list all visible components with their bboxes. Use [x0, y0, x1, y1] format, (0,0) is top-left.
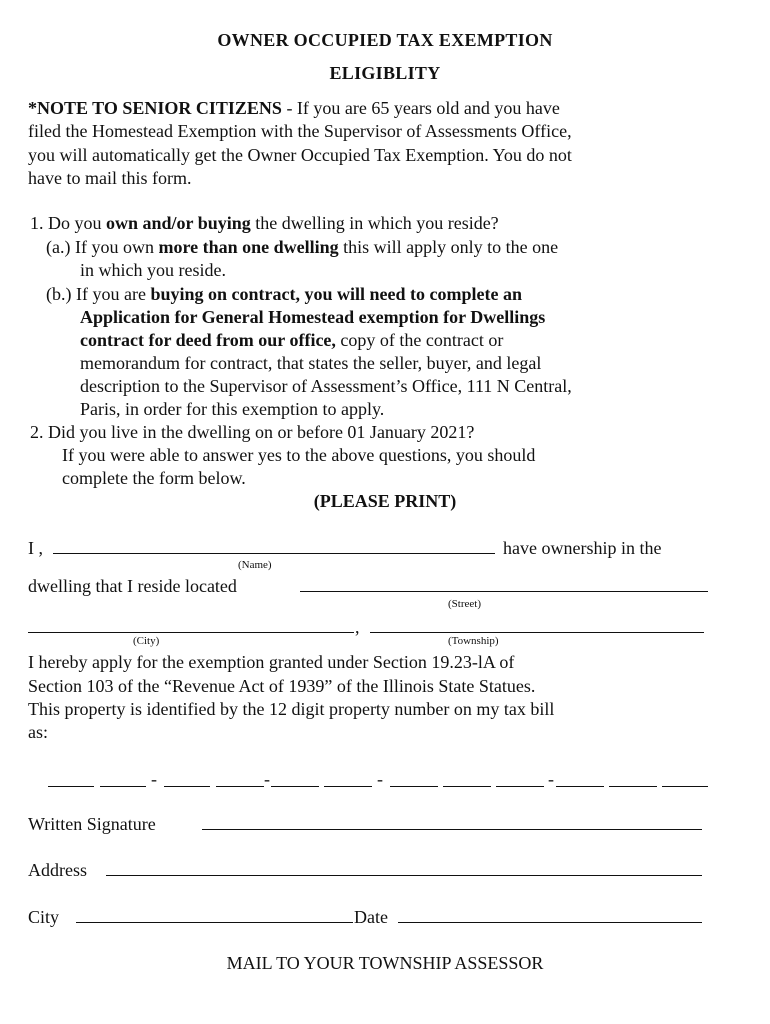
digit-7[interactable]: [390, 772, 438, 787]
digit-8[interactable]: [443, 772, 491, 787]
dash-3: -: [377, 769, 383, 789]
street-hint: (Street): [448, 598, 481, 610]
apply-line-2: Section 103 of the “Revenue Act of 1939” of the Illinois State Statues.: [28, 676, 536, 696]
digit-11[interactable]: [609, 772, 657, 787]
township-field[interactable]: [370, 618, 704, 633]
address-label: Address: [28, 860, 87, 880]
city-hint: (City): [133, 635, 160, 647]
form-subtitle: ELIGIBLITY: [329, 63, 441, 83]
dwelling-label: dwelling that I reside located: [28, 576, 237, 596]
mail-instruction: MAIL TO YOUR TOWNSHIP ASSESSOR: [226, 953, 544, 973]
apply-line-4: as:: [28, 722, 48, 742]
question-1b-line-3: contract for deed from our office, copy of the contract or: [80, 330, 504, 350]
digit-2[interactable]: [100, 772, 146, 787]
question-2-line-3: complete the form below.: [62, 468, 246, 488]
note-line-3: you will automatically get the Owner Occupied Tax Exemption. You do not: [28, 145, 572, 165]
ownership-text: have ownership in the: [503, 538, 662, 558]
question-1a-cont: in which you reside.: [80, 260, 226, 280]
question-1b-line-2: Application for General Homestead exemption for Dwellings: [80, 307, 546, 327]
question-1b-line-4: memorandum for contract, that states the seller, buyer, and legal: [80, 353, 542, 373]
street-field[interactable]: [300, 577, 708, 592]
form-title: OWNER OCCUPIED TAX EXEMPTION: [217, 30, 553, 50]
question-1b-line-5: description to the Supervisor of Assessment’s Office, 111 N Central,: [80, 376, 572, 396]
note-heading: *NOTE TO SENIOR CITIZENS: [28, 98, 282, 118]
dash-1: -: [151, 769, 157, 789]
date-label: Date: [354, 907, 388, 927]
question-1b-line-6: Paris, in order for this exemption to apply.: [80, 399, 385, 419]
digit-12[interactable]: [662, 772, 708, 787]
note-line-1: *NOTE TO SENIOR CITIZENS - If you are 65 years old and you have: [28, 98, 560, 118]
digit-6[interactable]: [324, 772, 372, 787]
digit-3[interactable]: [164, 772, 210, 787]
apply-line-3: This property is identified by the 12 digit property number on my tax bill: [28, 699, 555, 719]
question-1b: (b.) If you are buying on contract, you will need to complete an: [46, 284, 522, 304]
digit-10[interactable]: [556, 772, 604, 787]
please-print-heading: (PLEASE PRINT): [313, 491, 457, 511]
city-signature-field[interactable]: [76, 908, 353, 923]
address-field[interactable]: [106, 861, 702, 876]
question-1a: (a.) If you own more than one dwelling this will apply only to the one: [46, 237, 559, 257]
date-field[interactable]: [398, 908, 702, 923]
note-line-2: filed the Homestead Exemption with the Supervisor of Assessments Office,: [28, 121, 572, 141]
comma: ,: [355, 617, 360, 637]
question-2: 2. Did you live in the dwelling on or before 01 January 2021?: [30, 422, 475, 442]
i-label: I ,: [28, 538, 43, 558]
signature-field[interactable]: [202, 815, 702, 830]
dash-4: -: [548, 769, 554, 789]
signature-label: Written Signature: [28, 814, 156, 834]
question-1: 1. Do you own and/or buying the dwelling in which you reside?: [30, 213, 499, 233]
name-hint: (Name): [238, 559, 272, 571]
name-field[interactable]: [53, 539, 495, 554]
question-2-line-2: If you were able to answer yes to the above questions, you should: [62, 445, 536, 465]
apply-line-1: I hereby apply for the exemption granted under Section 19.23-lA of: [28, 652, 515, 672]
digit-9[interactable]: [496, 772, 544, 787]
digit-4[interactable]: [216, 772, 264, 787]
city-label: City: [28, 907, 60, 927]
digit-1[interactable]: [48, 772, 94, 787]
note-line-4: have to mail this form.: [28, 168, 192, 188]
digit-5[interactable]: [271, 772, 319, 787]
dash-2: -: [264, 769, 270, 789]
city-field[interactable]: [28, 618, 354, 633]
township-hint: (Township): [448, 635, 499, 647]
